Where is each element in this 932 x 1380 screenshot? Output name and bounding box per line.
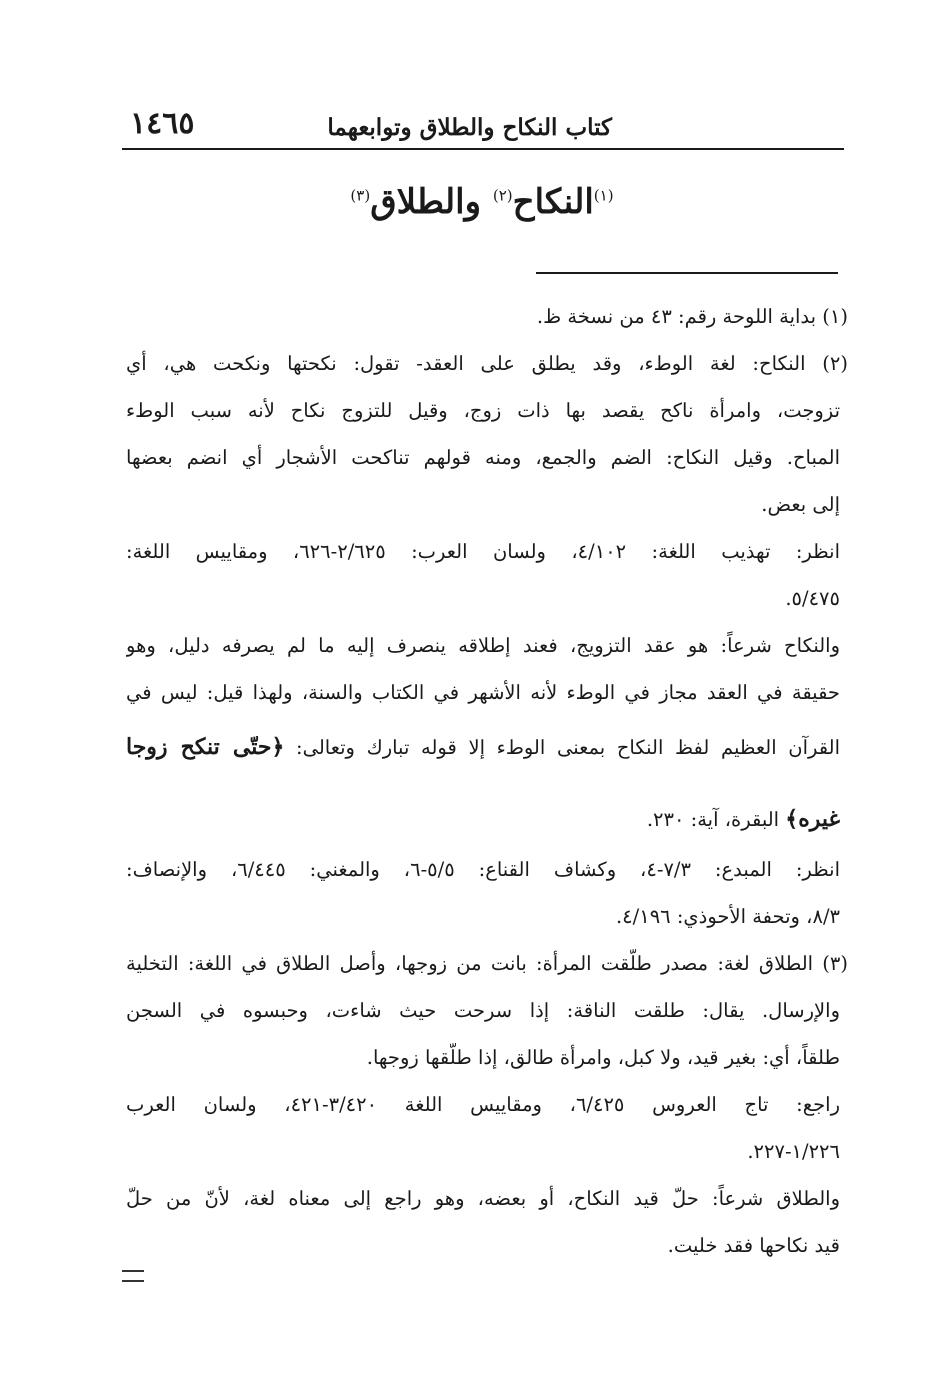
- footnote-2-text: القرآن العظيم لفظ النكاح بمعنى الوطء إلا قوله تبارك وتعالى:: [296, 736, 840, 759]
- footnote-3-line: والطلاق شرعاً: حلّ قيد النكاح، أو بعضه، وهو راجع إلى معناه لغة، لأنّ من حلّ: [126, 1187, 840, 1210]
- quran-verse: غيره﴾: [785, 806, 840, 832]
- page-header: [122, 100, 842, 148]
- footnote-1: (١) بداية اللوحة رقم: ٤٣ من نسخة ظ.: [536, 305, 848, 328]
- footnote-3-line: والإرسال. يقال: طلقت الناقة: إذا سرحت حيث شاءت، وحبسوه في السجن: [126, 999, 840, 1022]
- footnote-3-reference: ١/٢٢٦-٢٢٧.: [747, 1140, 840, 1163]
- continuation-mark: [122, 1270, 144, 1282]
- footnote-2-line: (٢) النكاح: لغة الوطء، وقد يطلق على العقد- تقول: نكحتها ونكحت هي، أي: [126, 352, 848, 375]
- footnote-3-line: قيد نكاحها فقد خليت.: [667, 1234, 840, 1257]
- quran-reference: البقرة، آية: ٢٣٠.: [646, 808, 780, 831]
- footnote-2-reference: انظر: المبدع: ٧/٣-٤، وكشاف القناع: ٥/٥-٦، والمغني: ٦/٤٤٥، والإنصاف:: [126, 858, 840, 881]
- footnote-2-line: تزوجت، وامرأة ناكح يقصد بها ذات زوج، وقيل للتزوج نكاح لأنه سبب الوطء: [126, 399, 840, 422]
- footnote-2-line: إلى بعض.: [761, 493, 840, 516]
- page-number: ١٤٦٥: [130, 106, 195, 141]
- footnote-2-quran-line: [126, 732, 840, 763]
- footnote-2-quran-line: [126, 804, 840, 835]
- footnote-separator: [536, 272, 838, 274]
- footnote-2-reference: انظر: تهذيب اللغة: ٤/١٠٢، ولسان العرب: ٢/٦٢٥-٦٢٦، ومقاييس اللغة:: [126, 540, 840, 563]
- quran-verse: ﴿حتّى تنكح زوجا: [126, 734, 285, 760]
- heading-word-talaq: والطلاق: [370, 182, 481, 222]
- chapter-heading: [122, 182, 842, 222]
- footnote-marker-2: (٢): [492, 186, 513, 205]
- footnote-2-line: المباح. وقيل النكاح: الضم والجمع، ومنه قولهم تناكحت الأشجار أي انضم بعضها: [126, 446, 840, 469]
- footnote-2-reference: ٥/٤٧٥.: [785, 587, 840, 610]
- footnote-marker-1: (١): [593, 186, 614, 205]
- running-title: كتاب النكاح والطلاق وتوابعهما: [327, 114, 612, 141]
- footnote-marker-3: (٣): [350, 186, 371, 205]
- footnote-3-line: طلقاً، أي: بغير قيد، ولا كبل، وامرأة طالق، إذا طلّقها زوجها.: [366, 1046, 840, 1069]
- footnote-2-line: حقيقة في العقد مجاز في الوطء لأنه الأشهر في الكتاب والسنة، ولهذا قيل: ليس في: [126, 681, 840, 704]
- header-rule: [122, 148, 844, 150]
- footnote-2-line: والنكاح شرعاً: هو عقد التزويج، فعند إطلاقه ينصرف إليه ما لم يصرفه دليل، وهو: [126, 634, 840, 657]
- footnote-2-reference: ٨/٣، وتحفة الأحوذي: ٤/١٩٦.: [615, 905, 840, 928]
- footnote-3-line: (٣) الطلاق لغة: مصدر طلّقت المرأة: بانت من زوجها، وأصل الطلاق في اللغة: التخلية: [126, 952, 848, 975]
- heading-word-nikah: النكاح: [512, 182, 594, 222]
- footnote-3-reference: راجع: تاج العروس ٦/٤٢٥، ومقاييس اللغة ٣/٤٢٠-٤٢١، ولسان العرب: [126, 1093, 840, 1116]
